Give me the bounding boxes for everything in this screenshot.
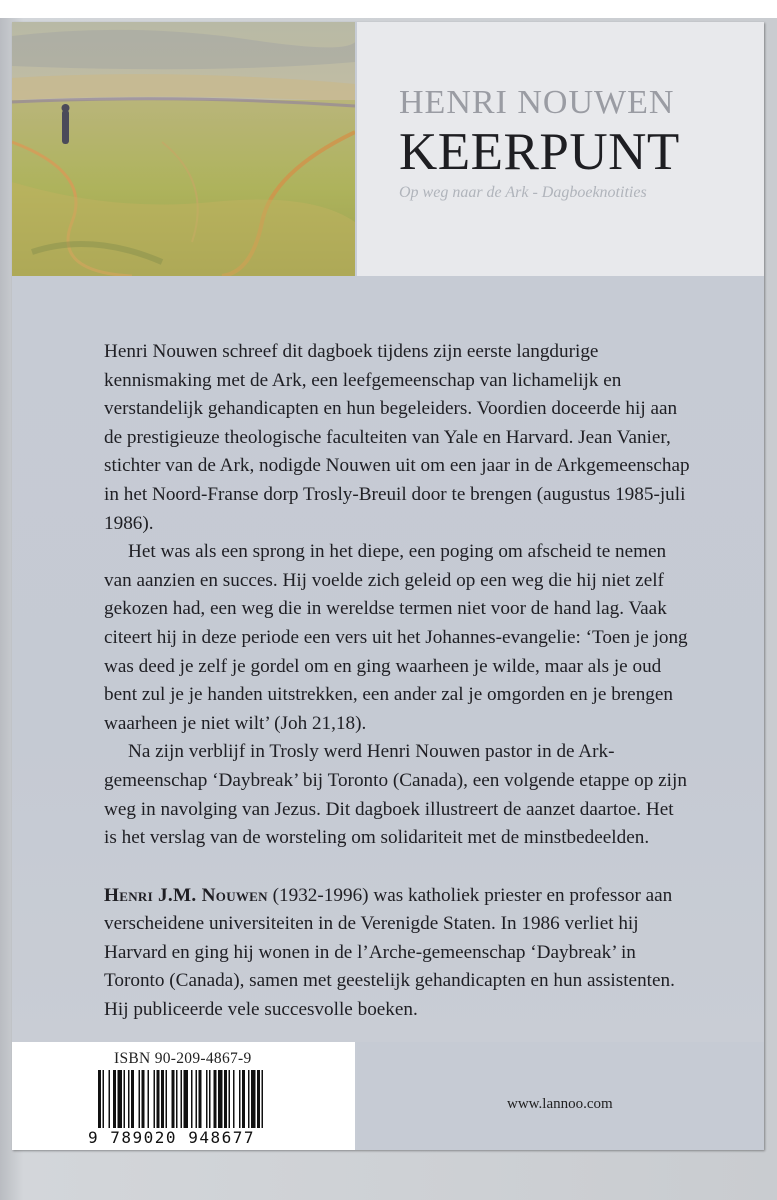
barcode-bar bbox=[184, 1070, 189, 1128]
barcode-bar bbox=[209, 1070, 211, 1128]
title-panel bbox=[357, 22, 764, 276]
barcode-bar bbox=[196, 1070, 198, 1128]
description-paragraph-1: Henri Nouwen schreef dit dagboek tijdens zijn eerste langdurige kennismaking met de Ark, een leefgemeenschap van lichamelijk en verstandelijk gehandicapten en hun begeleiders. Voordien doceerde hij aan de prestigieuze theologische faculteiten van Yale en Harvard. Jean Vanier, stichter van de Ark, nodigde Nouwen uit om een jaar in de Arkgemeenschap in het Noord-Franse dorp Trosly-Breuil door te brengen (augustus 1985-juli 1986). bbox=[104, 341, 690, 534]
barcode-icon bbox=[96, 1070, 340, 1130]
barcode-bar bbox=[206, 1070, 208, 1128]
barcode-bar bbox=[98, 1070, 101, 1128]
isbn-label: ISBN 90-209-4867-9 bbox=[114, 1050, 252, 1067]
author-bio bbox=[104, 882, 690, 1025]
barcode-bar bbox=[242, 1070, 245, 1128]
barcode-bar bbox=[239, 1070, 241, 1128]
description-paragraph-3: Na zijn verblijf in Trosly werd Henri Nouwen pastor in de Ark-gemeenschap ‘Daybreak’ bij Toronto (Canada), een volgende etappe op zijn weg in navolging van Jezus. Dit dagboek illustreert de aanzet daartoe. Het is het verslag van de worsteling om solidariteit met de minstbedeelden. bbox=[104, 741, 687, 849]
description-paragraph-2: Het was als een sprong in het diepe, een poging om afscheid te nemen van aanzien en succes. Hij voelde zich geleid op een weg die hij niet zelf gekozen had, een weg die in wereldse termen niet voor de hand lag. Vaak citeert hij in deze periode een vers uit het Johannes-evangelie: ‘Toen je jong was deed je zelf je gordel om en ging waarheen je wilde, maar als je oud bent zul je je handen uitstrekken, een ander zal je omgorden en je brengen waarheen je niet wilt’ (Joh 21,18). bbox=[104, 541, 688, 734]
barcode-bar bbox=[262, 1070, 264, 1128]
barcode-bar bbox=[131, 1070, 134, 1128]
barcode-bar bbox=[118, 1070, 123, 1128]
author-bio-name: Henri J.M. Nouwen bbox=[104, 884, 268, 906]
back-cover bbox=[12, 22, 764, 1150]
barcode-bar bbox=[166, 1070, 168, 1128]
book-subtitle: Op weg naar de Ark - Dagboeknotities bbox=[399, 184, 647, 201]
ean-number: 9 789020 948677 bbox=[88, 1128, 255, 1147]
barcode-bar bbox=[128, 1070, 130, 1128]
barcode-bar bbox=[224, 1070, 227, 1128]
barcode-bar bbox=[157, 1070, 160, 1128]
barcode-bar bbox=[199, 1070, 202, 1128]
barcode-bar bbox=[139, 1070, 141, 1128]
cover-author: HENRI NOUWEN bbox=[399, 84, 675, 121]
barcode-bar bbox=[124, 1070, 126, 1128]
barcode-bar bbox=[181, 1070, 183, 1128]
barcode-bar bbox=[161, 1070, 164, 1128]
barcode-bar bbox=[251, 1070, 256, 1128]
publisher-panel bbox=[357, 1042, 764, 1150]
barcode-bar bbox=[257, 1070, 260, 1128]
barcode-bar bbox=[113, 1070, 116, 1128]
barcode-bar bbox=[233, 1070, 235, 1128]
book-title: KEERPUNT bbox=[399, 123, 680, 181]
barcode-bar bbox=[191, 1070, 193, 1128]
barcode-bar bbox=[176, 1070, 178, 1128]
barcode-bar bbox=[109, 1070, 111, 1128]
barcode-bar bbox=[218, 1070, 223, 1128]
description-panel bbox=[12, 276, 764, 1042]
barcode-bar bbox=[214, 1070, 217, 1128]
cover-painting bbox=[12, 22, 355, 276]
barcode-area bbox=[12, 1042, 355, 1150]
barcode-bar bbox=[142, 1070, 145, 1128]
author-bio-text: (1932-1996) was katholiek priester en professor aan verscheidene universiteiten in de Verenigde Staten. In 1986 verliet hij Harvard en ging hij wonen in de l’Arche-gemeenschap ‘Daybreak’ in Toronto (Canada), samen met geestelijk gehandicapten en hun assistenten. Hij publiceerde vele succesvolle boeken. bbox=[104, 884, 675, 1021]
barcode-bar bbox=[248, 1070, 250, 1128]
description-text bbox=[104, 338, 690, 1025]
barcode-bar bbox=[229, 1070, 231, 1128]
publisher-website[interactable]: www.lannoo.com bbox=[507, 1096, 613, 1112]
barcode-bar bbox=[148, 1070, 150, 1128]
barcode-bar bbox=[154, 1070, 156, 1128]
barcode-bar bbox=[172, 1070, 175, 1128]
barcode-bar bbox=[103, 1070, 105, 1128]
